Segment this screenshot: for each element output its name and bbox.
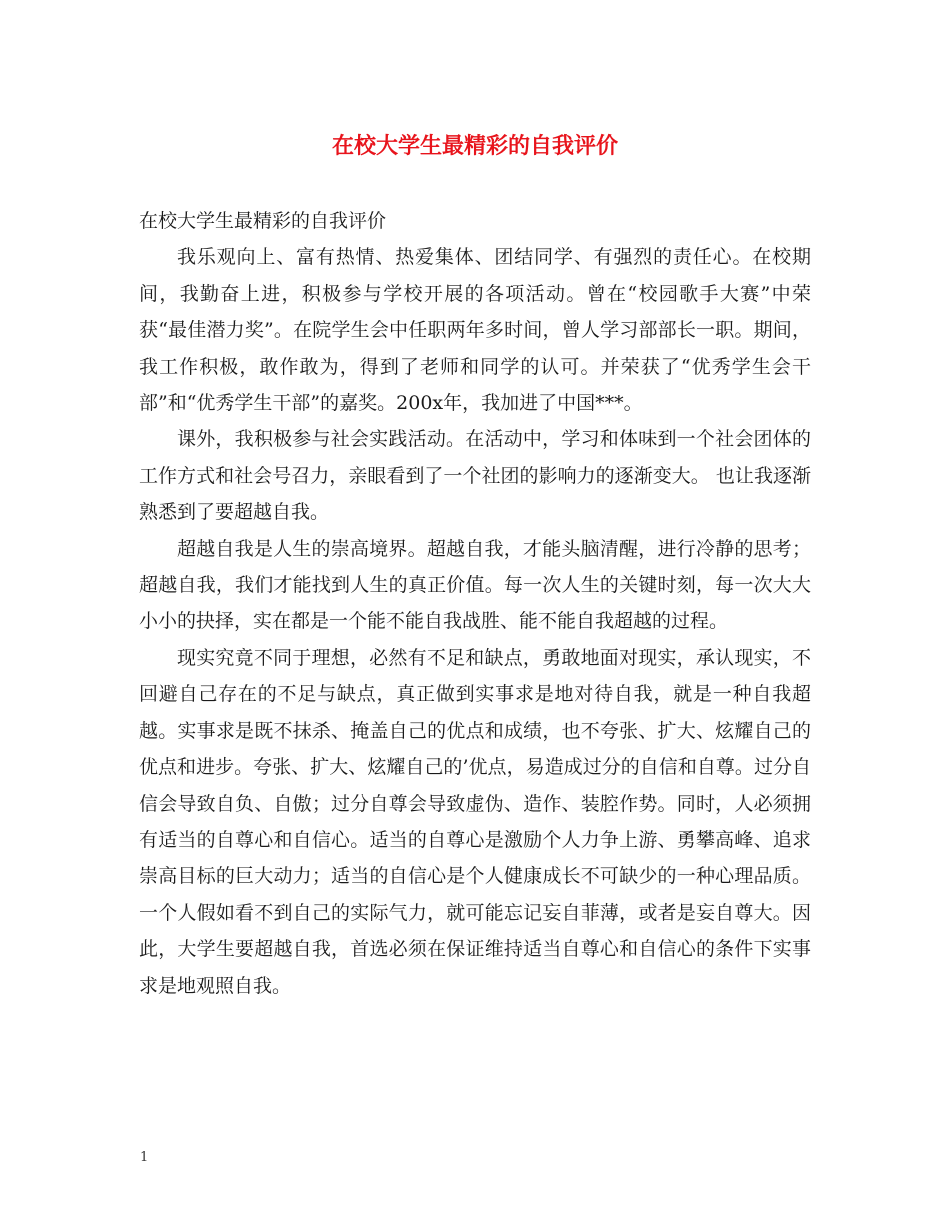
document-body (139, 203, 811, 1004)
paragraph-3: 超越自我是人生的崇高境界。超越自我，才能头脑清醒，进行冷静的思考；超越自我，我们才能找到人生的真正价值。每一次人生的关键时刻，每一次大大小小的抉择，实在都是一个能不能自我战胜、能不能自我超越的过程。 (139, 537, 811, 633)
page-number: 1 (140, 1150, 149, 1165)
paragraph-1: 我乐观向上、富有热情、热爱集体、团结同学、有强烈的责任心。在校期间，我勤奋上进，积极参与学校开展的各项活动。曾在“校园歌手大赛”中荣获“最佳潜力奖”。在院学生会中任职两年多时间，曾人学习部部长一职。期间，我工作积极，敢作敢为，得到了老师和同学的认可。并荣获了“优秀学生会干部”和“优秀学生干部”的嘉奖。200x年，我加进了中国***。 (139, 246, 811, 415)
paragraph-4: 现实究竟不同于理想，必然有不足和缺点，勇敢地面对现实，承认现实，不回避自己存在的不足与缺点，真正做到实事求是地对待自我，就是一种自我超越。实事求是既不抹杀、掩盖自己的优点和成绩，也不夸张、扩大、炫耀自己的优点和进步。夸张、扩大、炫耀自己的’优点，易造成过分的自信和自尊。过分自信会导致自负、自傲；过分自尊会导致虚伪、造作、装腔作势。同时，人必须拥有适当的自尊心和自信心。适当的自尊心是激励个人力争上游、勇攀高峰、追求崇高目标的巨大动力；适当的自信心是个人健康成长不可缺少的一种心理品质。一个人假如看不到自己的实际气力，就可能忘记妄自菲薄，或者是妄自尊大。因此，大学生要超越自我，首选必须在保证维持适当自尊心和自信心的条件下实事求是地观照自我。 (139, 646, 811, 997)
paragraph-2: 课外，我积极参与社会实践活动。在活动中，学习和体味到一个社会团体的工作方式和社会号召力，亲眼看到了一个社团的影响力的逐渐变大。 也让我逐渐熟悉到了要超越自我。 (139, 428, 811, 524)
document-title: 在校大学生最精彩的自我评价 (331, 134, 618, 159)
document-subtitle: 在校大学生最精彩的自我评价 (139, 210, 387, 232)
